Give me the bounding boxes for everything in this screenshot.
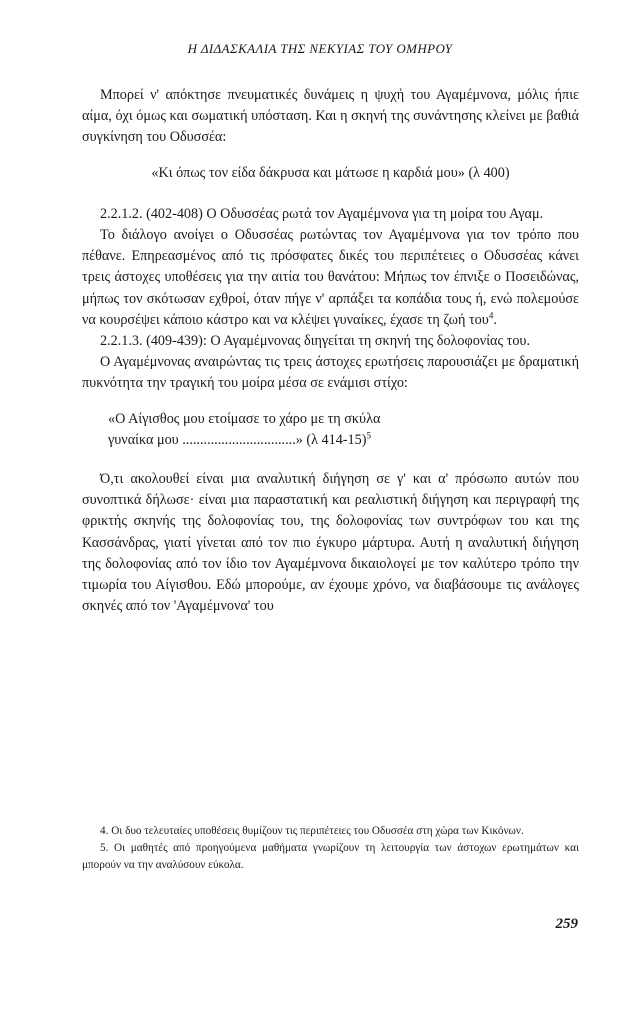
paragraph-analysis: Ό,τι ακολουθεί είναι μια αναλυτική διήγηση σε γ' και α' πρόσωπο αυτών που συνοπτικά δήλωσε· είναι μια παραστατική και ρεαλιστική διήγηση και περιγραφή της φρικτής σκηνής της δολοφονίας του, της δολοφονίας των συντρόφων του και της Κασσάνδρας, γιατί γίνεται από τον πιο έγκυρο μάρτυρα. Αυτή η αναλυτική διήγηση της δολοφονίας από τον ίδιο τον Αγαμέμνονα δικαιολογεί με τον καλύτερο τρόπο την τιμωρία του Αίγισθου. Εδώ μπορούμε, αν έχουμε χρόνο, να διαβάσουμε τις ανάλογες σκηνές από τον 'Αγαμέμνονα' του — [82, 471, 579, 615]
footnote-5: 5. Οι μαθητές από προηγούμενα μαθήματα γνωρίζουν τη λειτουργία των άστοχων ερωτημάτων και μπορούν να την αναλύσουν εύκολα. — [82, 842, 579, 871]
quotation-verse-414 — [108, 409, 579, 451]
quotation-line-1: «Ο Αίγισθος μου ετοίμασε το χάρο με τη σκύλα — [108, 410, 381, 427]
quotation-verse-400: «Κι όπως τον είδα δάκρυσα και μάτωσε η καρδιά μου» (λ 400) — [151, 164, 510, 181]
paragraph-dialogue-text: Το διάλογο ανοίγει ο Οδυσσέας ρωτώντας τον Αγαμέμνονα για τον τρόπο που πέθανε. Επηρεασμένος από τις πρόσφατες δικές του περιπέτειες ο Οδυσσέας κάνει τρεις άστοχες υποθέσεις για την αιτία του θανάτου: Μήπως τον έπνιξε ο Ποσειδώνας, μήπως τον σκότωσαν εχθροί, όταν πήγε ν' αρπάξει τα κοπάδια τους ή, ενώ πολεμούσε να κουρσέψει κάποιο κάστρο και να κλέψει γυναίκες, έχασε τη ζωή του — [82, 227, 579, 328]
paragraph-intro: Μπορεί ν' απόκτησε πνευματικές δυνάμεις η ψυχή του Αγαμέμνονα, μόλις ήπιε αίμα, όχι όμως και σωματική υπόσταση. Και η σκηνή της συνάντησης κλείνει με βαθιά συγκίνηση του Οδυσσέα: — [82, 87, 579, 146]
running-header: Η ΔΙΔΑΣΚΑΛΙΑ ΤΗΣ ΝΕΚΥΙΑΣ ΤΟΥ ΟΜΗΡΟΥ — [187, 41, 453, 56]
paragraph-dialogue: Το διάλογο ανοίγει ο Οδυσσέας ρωτώντας τον Αγαμέμνονα για τον τρόπο που πέθανε. Επηρεασμένος από τις πρόσφατες δικές του περιπέτειες ο Οδυσσέας κάνει τρεις άστοχες υποθέσεις για την αιτία του θανάτου: Μήπως τον έπνιξε ο Ποσειδώνας, μήπως τον σκότωσαν εχθροί, όταν πήγε ν' αρπάξει τα κοπάδια τους ή, ενώ πολεμούσε να κουρσέψει κάποιο κάστρο και να κλέψει γυναίκες, έχασε τη ζωή του$^4$. — [82, 227, 579, 328]
section-heading-2-2-1-2: 2.2.1.2. (402-408) Ο Οδυσσέας ρωτά τον Αγαμέμνονα για τη μοίρα του Αγαμ. — [100, 205, 544, 222]
footnote-ref-5: 5 — [366, 430, 371, 441]
paragraph-narration: Ο Αγαμέμνονας αναιρώντας τις τρεις άστοχες ερωτήσεις παρουσιάζει με δραματική πυκνότητα την τραγική του μοίρα μέσα σε ενάμισι στίχο: — [82, 354, 579, 392]
section-heading-2-2-1-3: 2.2.1.3. (409-439): Ο Αγαμέμνονας διηγείται τη σκηνή της δολοφονίας του. — [100, 333, 531, 350]
footnote-ref-4: 4 — [488, 310, 494, 321]
page-number: 259 — [555, 916, 578, 932]
footnote-4: 4. Οι δυο τελευταίες υποθέσεις θυμίζουν τις περιπέτειες του Οδυσσέα στη χώρα των Κικόνων. — [100, 825, 524, 837]
footnotes — [82, 823, 579, 874]
quotation-line-2 — [108, 430, 579, 451]
main-text — [82, 85, 579, 617]
quotation-line-2-text: γυναίκα μου ................................» (λ 414-15) — [108, 431, 367, 448]
